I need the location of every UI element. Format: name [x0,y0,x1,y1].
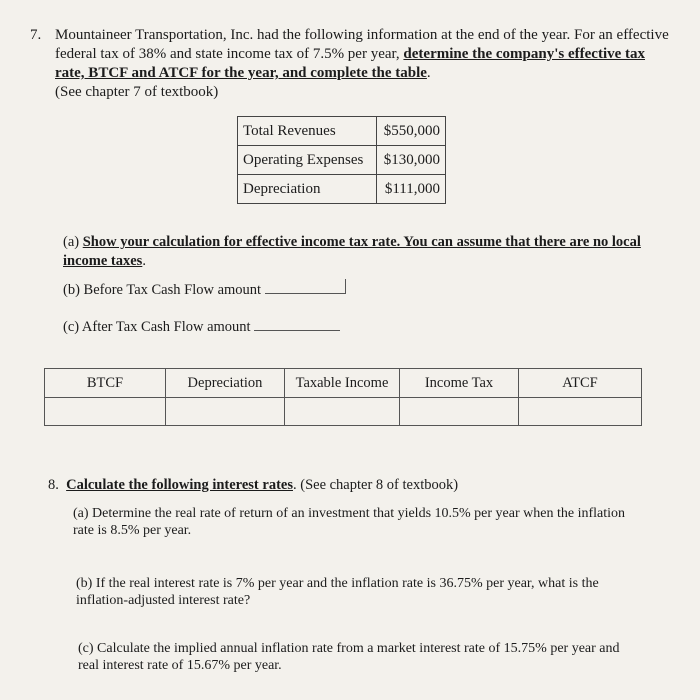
btcf-answer-blank[interactable] [265,279,346,294]
question-8-title-end: . [292,477,297,493]
btcf-cell[interactable] [45,398,166,426]
part-a-end: . [142,253,146,269]
financial-info-table [237,116,446,204]
question-8-part-c: (c) Calculate the implied annual inflation rate from a market interest rate of 15.75% per year and real interest rate of 15.67% per year. [78,641,620,673]
question-8 [48,476,668,494]
info-row [238,146,446,175]
question-7-task: determine the company's effective tax rate, BTCF and ATCF for the year, and complete the table [55,46,646,81]
cash-flow-answer-row [45,398,642,426]
question-7-part-a [63,233,653,271]
info-label: Depreciation [238,175,377,204]
header-depreciation: Depreciation [166,369,285,398]
question-7-part-b [63,279,346,299]
atcf-answer-blank[interactable] [254,316,340,331]
part-c-text: (c) After Tax Cash Flow amount [63,319,251,335]
question-7-reference: (See chapter 7 of textbook) [55,84,219,100]
question-8-part-a: (a) Determine the real rate of return of an investment that yields 10.5% per year when the inflation rate is 8.5% per year. [73,506,626,538]
cash-flow-header-row [45,369,642,398]
info-row [238,117,446,146]
part-a-letter: (a) [63,234,80,250]
cash-flow-table [44,368,642,426]
info-value: $130,000 [377,146,446,175]
info-label: Operating Expenses [238,146,377,175]
question-8-reference: (See chapter 8 of textbook) [300,477,459,493]
info-value: $550,000 [377,117,446,146]
income-tax-cell[interactable] [400,398,519,426]
header-atcf: ATCF [519,369,642,398]
question-7-part-c [63,316,340,336]
info-value: $111,000 [377,175,446,204]
part-a-text: Show your calculation for effective income tax rate. You can assume that there are no local income taxes [63,234,641,269]
question-7-intro: Mountaineer Transportation, Inc. had the following information at the end of the year. For an effective federal tax of 38% and state income tax of 7.5% per year, [55,27,669,62]
header-btcf: BTCF [45,369,166,398]
info-row [238,175,446,204]
depreciation-cell[interactable] [166,398,285,426]
question-8-number: 8. [48,477,59,493]
taxable-income-cell[interactable] [285,398,400,426]
part-b-text: (b) Before Tax Cash Flow amount [63,282,262,298]
question-8-part-b: (b) If the real interest rate is 7% per year and the inflation rate is 36.75% per year, what is the inflation-adjusted interest rate? [76,576,599,608]
question-8-title: Calculate the following interest rates [66,477,293,493]
question-7-number: 7. [30,27,42,43]
question-7 [30,26,670,102]
header-taxable-income: Taxable Income [285,369,400,398]
header-income-tax: Income Tax [400,369,519,398]
info-label: Total Revenues [238,117,377,146]
question-7-task-end: . [426,65,431,81]
atcf-cell[interactable] [519,398,642,426]
